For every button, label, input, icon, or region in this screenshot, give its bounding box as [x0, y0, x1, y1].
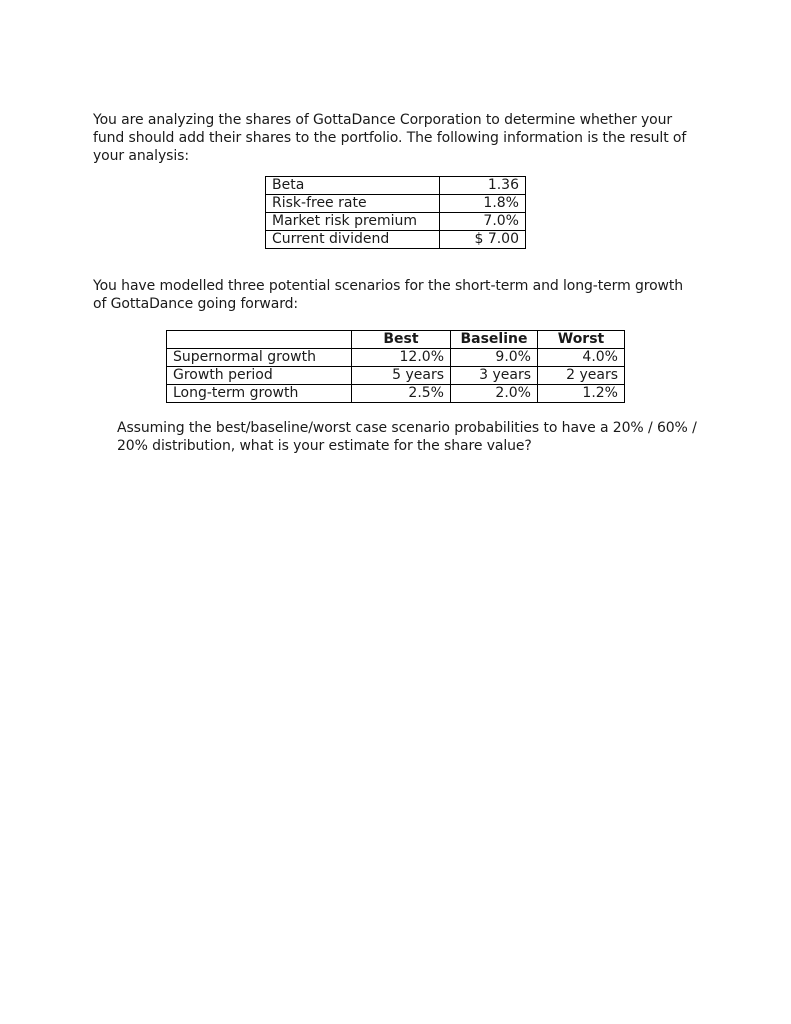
inputs-table — [265, 176, 526, 249]
question-paragraph — [117, 419, 697, 455]
market-risk-premium-label: Market risk premium — [266, 213, 440, 231]
supernormal-growth-best: 12.0% — [352, 349, 451, 367]
long-term-growth-worst: 1.2% — [538, 385, 625, 403]
beta-label: Beta — [266, 177, 440, 195]
header-best: Best — [352, 331, 451, 349]
question-line: Assuming the best/baseline/worst case scenario probabilities to have a 20% / 60% / — [117, 420, 697, 436]
table-row — [266, 213, 526, 231]
question-line: 20% distribution, what is your estimate for the share value? — [117, 438, 532, 454]
table-row — [167, 349, 625, 367]
growth-period-worst: 2 years — [538, 367, 625, 385]
scenario-intro-line: of GottaDance going forward: — [93, 296, 299, 312]
risk-free-rate-value: 1.8% — [440, 195, 526, 213]
table-row — [266, 177, 526, 195]
scenario-intro-line: You have modelled three potential scenarios for the short-term and long-term growth — [93, 278, 684, 294]
header-baseline: Baseline — [451, 331, 538, 349]
beta-value: 1.36 — [440, 177, 526, 195]
intro-paragraph — [93, 111, 686, 165]
header-blank-cell — [167, 331, 352, 349]
intro-line: your analysis: — [93, 148, 189, 164]
growth-period-best: 5 years — [352, 367, 451, 385]
table-row — [167, 385, 625, 403]
table-row — [167, 367, 625, 385]
intro-line: You are analyzing the shares of GottaDance Corporation to determine whether your — [93, 112, 673, 128]
supernormal-growth-worst: 4.0% — [538, 349, 625, 367]
scenario-table — [166, 330, 625, 403]
growth-period-baseline: 3 years — [451, 367, 538, 385]
intro-line: fund should add their shares to the portfolio. The following information is the result of — [93, 130, 687, 146]
scenario-intro-paragraph — [93, 277, 683, 313]
supernormal-growth-label: Supernormal growth — [167, 349, 352, 367]
risk-free-rate-label: Risk-free rate — [266, 195, 440, 213]
growth-period-label: Growth period — [167, 367, 352, 385]
current-dividend-label: Current dividend — [266, 231, 440, 249]
long-term-growth-label: Long-term growth — [167, 385, 352, 403]
table-row — [266, 231, 526, 249]
supernormal-growth-baseline: 9.0% — [451, 349, 538, 367]
market-risk-premium-value: 7.0% — [440, 213, 526, 231]
current-dividend-value: $ 7.00 — [440, 231, 526, 249]
header-worst: Worst — [538, 331, 625, 349]
table-row — [266, 195, 526, 213]
long-term-growth-baseline: 2.0% — [451, 385, 538, 403]
long-term-growth-best: 2.5% — [352, 385, 451, 403]
table-header-row — [167, 331, 625, 349]
